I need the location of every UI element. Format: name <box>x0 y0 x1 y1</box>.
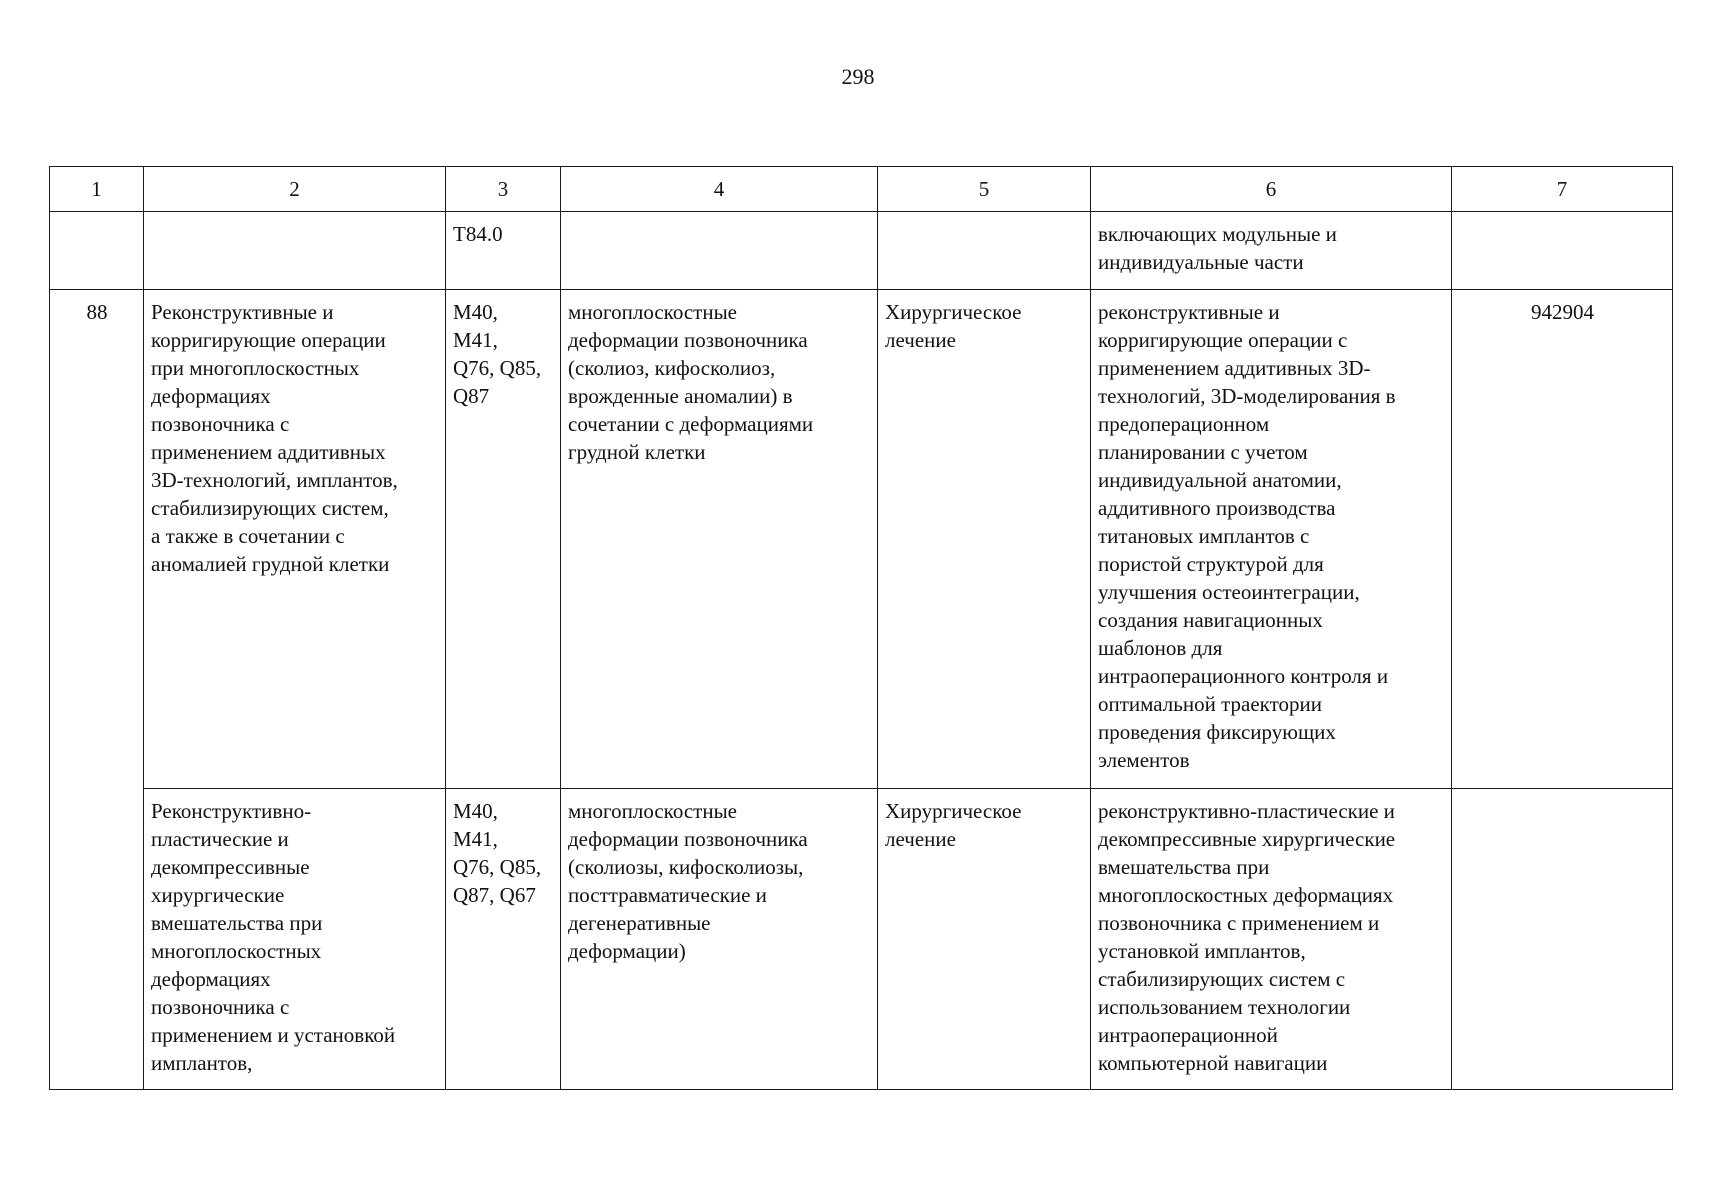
treatment-type-cell: Хирургическое лечение <box>878 290 1091 789</box>
diagnosis-cell: многоплоскостные деформации позвоночника (сколиозы, кифосколиозы, посттравматические и дегенеративные деформации) <box>561 789 878 1090</box>
medical-services-table <box>49 166 1673 1090</box>
continuation-diagnosis-cell <box>561 212 878 290</box>
diagnosis-cell: многоплоскостные деформации позвоночника (сколиоз, кифосколиоз, врожденные аномалии) в сочетании с деформациями грудной клетки <box>561 290 878 789</box>
service-name-cell: Реконструктивные и корригирующие операции при многоплоскостных деформациях позвоночника с применением аддитивных 3D-технологий, имплантов, стабилизирующих систем, а также в сочетании с аномалией грудной клетки <box>144 290 446 789</box>
table-row-88a <box>50 290 1673 789</box>
table-row-88b <box>50 789 1673 1090</box>
treatment-method-cell: реконструктивно-пластические и декомпрессивные хирургические вмешательства при многоплоскостных деформациях позвоночника с применением и установкой имплантов, стабилизирующих систем с использованием технологии интраоперационной компьютерной навигации <box>1091 789 1452 1090</box>
column-header-4: 4 <box>561 167 878 212</box>
column-header-7: 7 <box>1452 167 1673 212</box>
column-header-5: 5 <box>878 167 1091 212</box>
continuation-name-cell <box>144 212 446 290</box>
treatment-type-cell: Хирургическое лечение <box>878 789 1091 1090</box>
treatment-method-cell: реконструктивные и корригирующие операции с применением аддитивных 3D- технологий, 3D-моделирования в предоперационном планировании с учетом индивидуальной анатомии, аддитивного производства титановых имплантов с пористой структурой для улучшения остеоинтеграции, создания навигационных шаблонов для интраоперационного контроля и оптимальной траектории проведения фиксирующих элементов <box>1091 290 1452 789</box>
page-number: 298 <box>841 64 875 89</box>
continuation-amount-cell <box>1452 212 1673 290</box>
column-header-3: 3 <box>446 167 561 212</box>
service-name-cell: Реконструктивно- пластические и декомпрессивные хирургические вмешательства при многоплоскостных деформациях позвоночника с применением и установкой имплантов, <box>144 789 446 1090</box>
continuation-row <box>50 212 1673 290</box>
icd-codes-cell: M40, M41, Q76, Q85, Q87 <box>446 290 561 789</box>
column-number-header-row <box>50 167 1673 212</box>
column-header-6: 6 <box>1091 167 1452 212</box>
continuation-number-cell <box>50 212 144 290</box>
cost-amount-cell: 942904 <box>1452 290 1673 789</box>
cost-amount-cell <box>1452 789 1673 1090</box>
icd-codes-cell: M40, M41, Q76, Q85, Q87, Q67 <box>446 789 561 1090</box>
column-header-2: 2 <box>144 167 446 212</box>
row-number-cell: 88 <box>50 290 144 1090</box>
column-header-1: 1 <box>50 167 144 212</box>
continuation-codes-cell: T84.0 <box>446 212 561 290</box>
continuation-method-cell: включающих модульные и индивидуальные части <box>1091 212 1452 290</box>
continuation-treatment-cell <box>878 212 1091 290</box>
